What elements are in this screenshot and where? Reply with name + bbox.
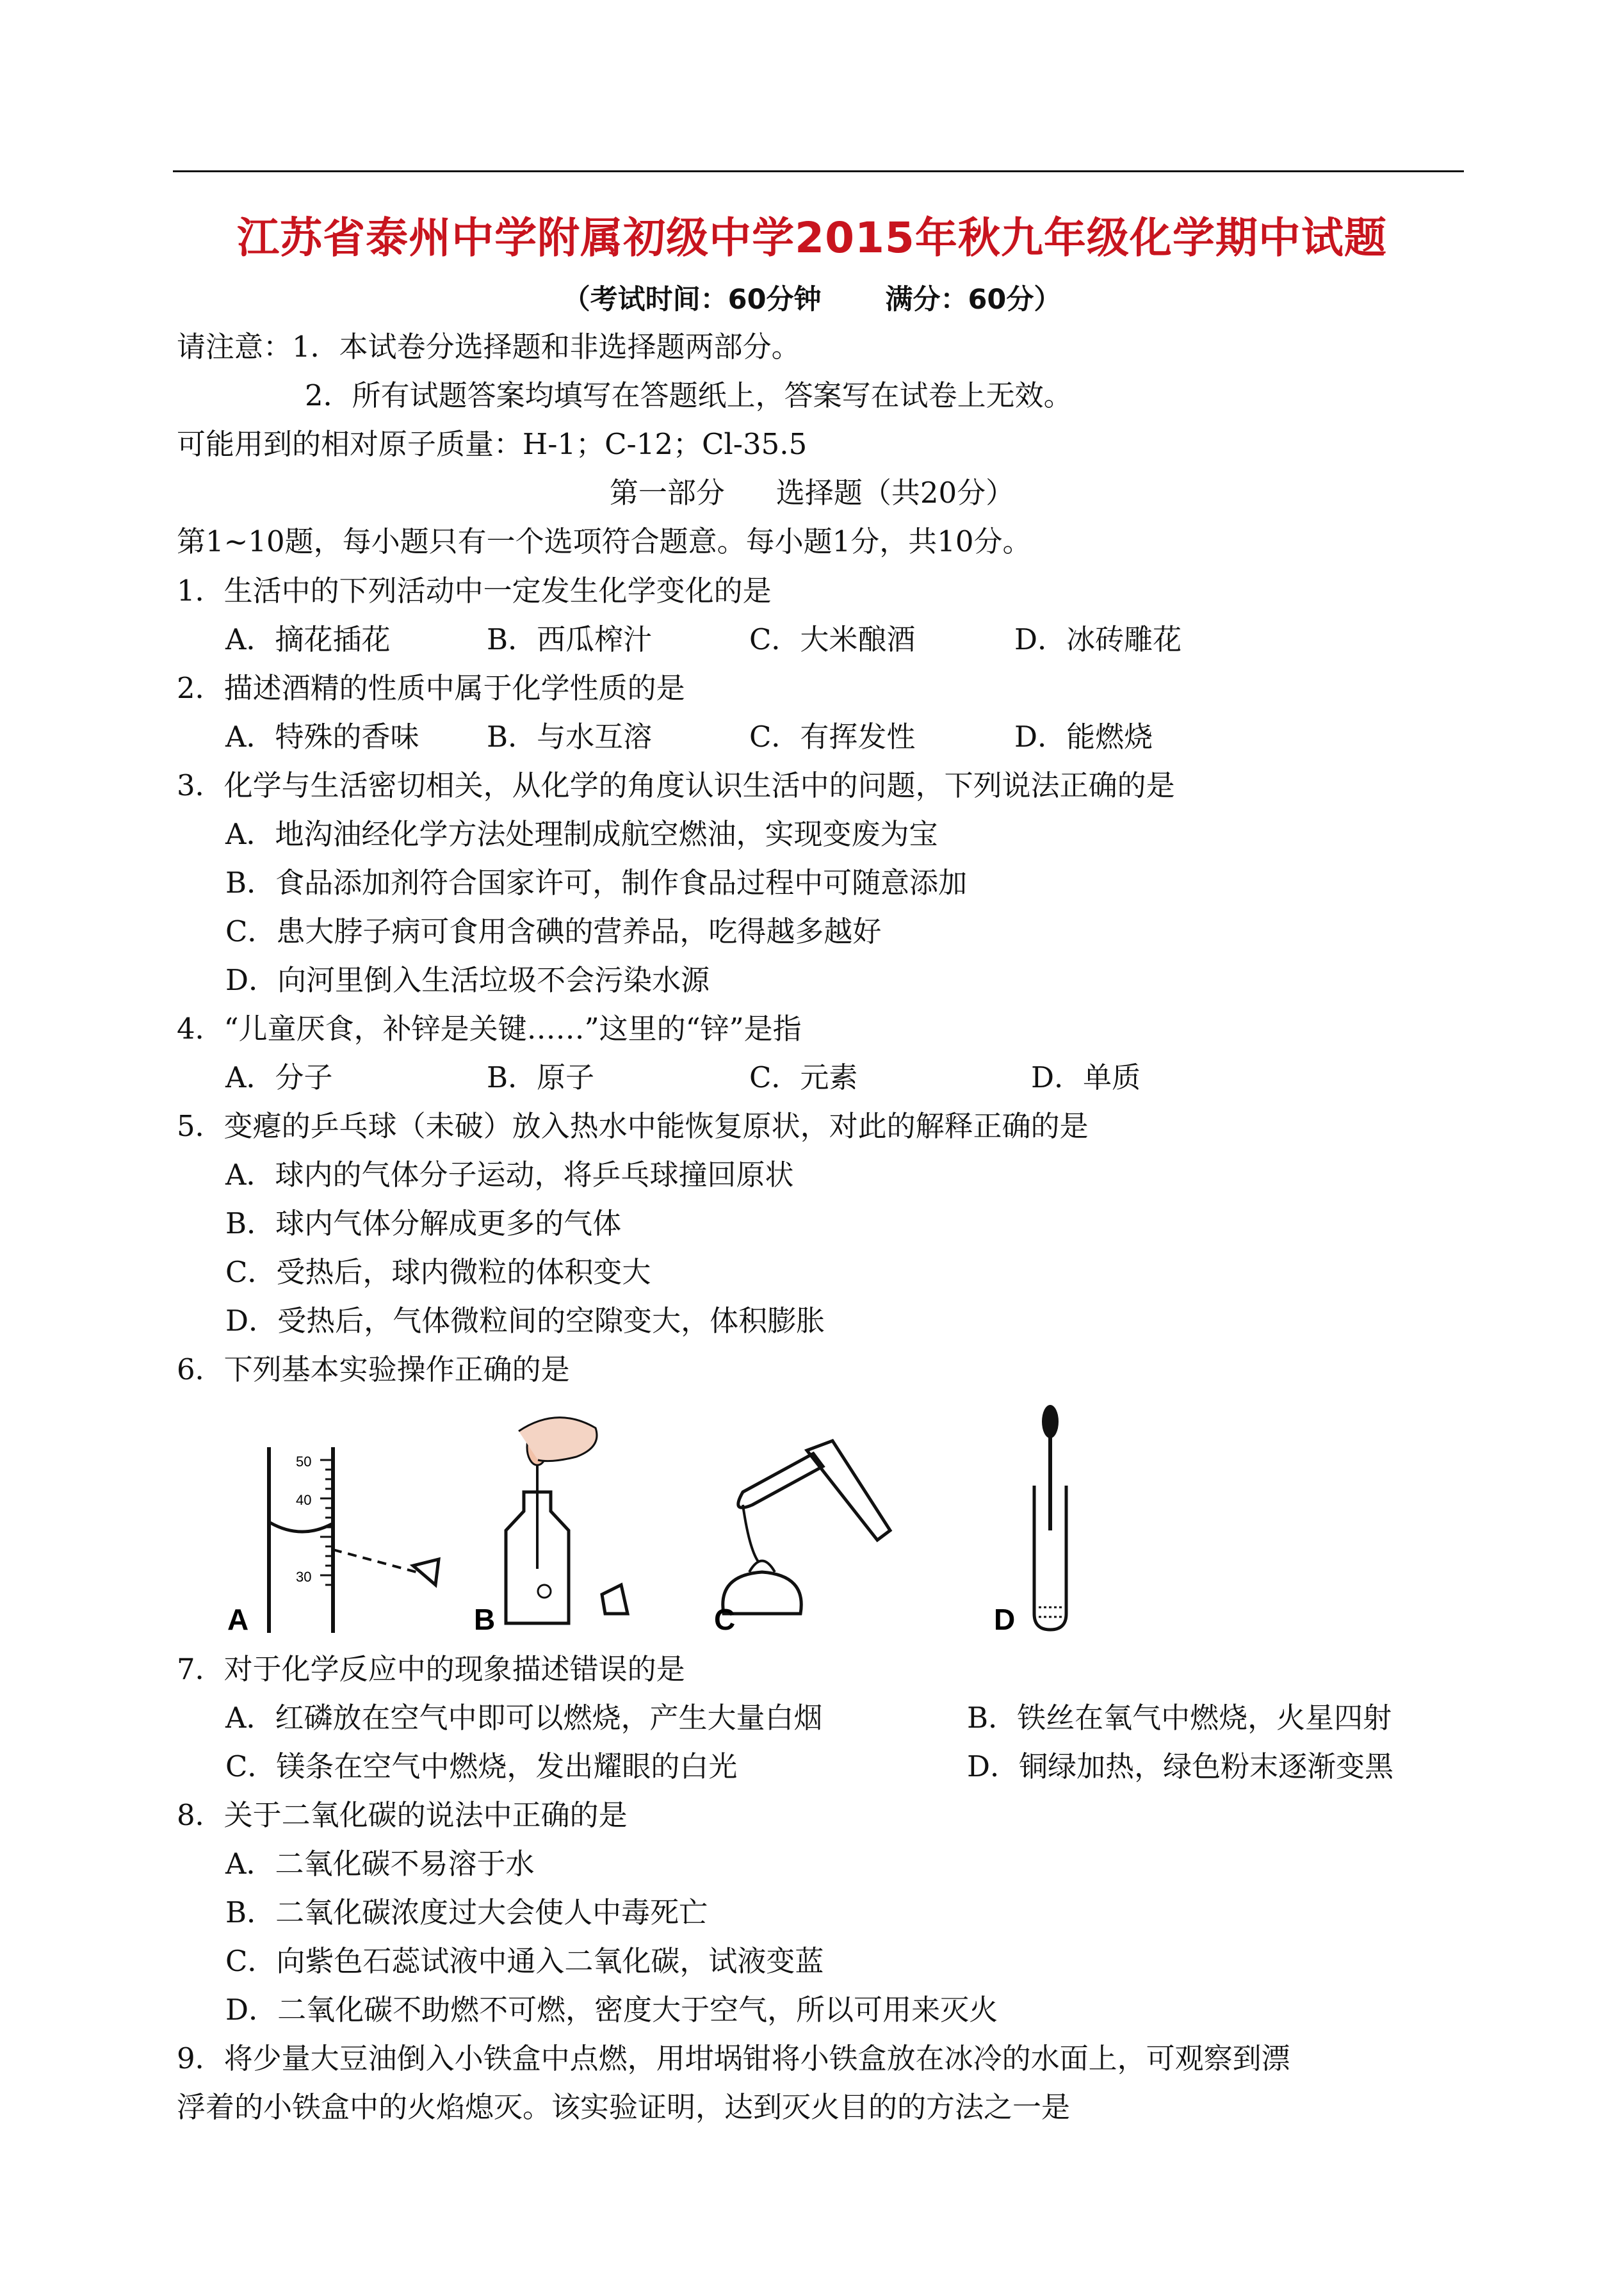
question-8-option-d: D．二氧化碳不助燃不可燃，密度大于空气，所以可用来灭火 <box>225 1993 998 2027</box>
question-1-stem: 1．生活中的下列活动中一定发生化学变化的是 <box>177 574 772 608</box>
question-2-option-b: B．与水互溶 <box>487 720 653 754</box>
question-1-option-a: A．摘花插花 <box>225 622 391 656</box>
exam-title: 江苏省泰州中学附属初级中学2015年秋九年级化学期中试题 <box>237 213 1387 263</box>
question-3-option-c: C．患大脖子病可食用含碘的营养品，吃得越多越好 <box>225 914 882 948</box>
question-4-option-c: C．元素 <box>749 1060 858 1094</box>
question-7-option-b: B．铁丝在氧气中燃烧，火星四射 <box>967 1701 1392 1735</box>
figure-label-a: A <box>227 1603 249 1636</box>
question-3-option-d: D．向河里倒入生活垃圾不会污染水源 <box>225 963 710 997</box>
question-3-option-b: B．食品添加剂符合国家许可，制作食品过程中可随意添加 <box>225 866 968 900</box>
figure-d-dropper-test-tube <box>994 1405 1066 1636</box>
question-2-option-d: D．能燃烧 <box>1014 720 1153 754</box>
question-5-stem: 5．变瘪的乒乓球（未破）放入热水中能恢复原状，对此的解释正确的是 <box>177 1109 1089 1143</box>
tick-label-50: 50 <box>296 1454 312 1470</box>
note-item-2: 2．所有试题答案均填写在答题纸上，答案写在试卷上无效。 <box>305 378 1073 412</box>
question-9-stem-line-2: 浮着的小铁盒中的火焰熄灭。该实验证明，达到灭火目的的方法之一是 <box>177 2090 1071 2124</box>
exam-time: （考试时间：60分钟 <box>562 284 822 316</box>
atomic-mass-note: 可能用到的相对原子质量：H-1；C-12；Cl-35.5 <box>177 427 808 461</box>
question-4-option-a: A．分子 <box>225 1060 333 1094</box>
question-7-stem: 7．对于化学反应中的现象描述错误的是 <box>177 1652 685 1686</box>
tick-label-40: 40 <box>296 1492 312 1508</box>
question-8-option-b: B．二氧化碳浓度过大会使人中毒死亡 <box>225 1895 708 1929</box>
question-2-stem: 2．描述酒精的性质中属于化学性质的是 <box>177 671 685 705</box>
figure-label-d: D <box>994 1603 1016 1636</box>
section-part: 第一部分 <box>609 476 725 510</box>
eye-icon <box>413 1559 439 1585</box>
question-7-option-a: A．红磷放在空气中即可以燃烧，产生大量白烟 <box>225 1701 823 1735</box>
section-heading <box>0 474 1624 512</box>
figure-c-heating-test-tube <box>714 1441 890 1636</box>
question-1-option-c: C．大米酿酒 <box>749 622 916 656</box>
question-5-option-c: C．受热后，球内微粒的体积变大 <box>225 1255 651 1289</box>
figure-b-bottle-dropper <box>474 1418 628 1636</box>
question-3-stem: 3．化学与生活密切相关，从化学的角度认识生活中的问题，下列说法正确的是 <box>177 768 1175 802</box>
tick-label-30: 30 <box>296 1569 312 1585</box>
figure-a-cylinder-reading <box>227 1447 439 1636</box>
question-4-option-b: B．原子 <box>487 1060 595 1094</box>
question-2-option-a: A．特殊的香味 <box>225 720 419 754</box>
lab-operations-figure <box>218 1402 1114 1639</box>
question-5-option-b: B．球内气体分解成更多的气体 <box>225 1206 622 1240</box>
question-1-option-b: B．西瓜榨汁 <box>487 622 653 656</box>
header-rule <box>173 170 1464 172</box>
question-4-option-d: D．单质 <box>1031 1060 1141 1094</box>
question-8-option-c: C．向紫色石蕊试液中通入二氧化碳，试液变蓝 <box>225 1944 824 1978</box>
section-instruction: 第1~10题，每小题只有一个选项符合题意。每小题1分，共10分。 <box>177 524 1032 558</box>
question-6-stem: 6．下列基本实验操作正确的是 <box>177 1352 570 1386</box>
question-1-option-d: D．冰砖雕花 <box>1014 622 1182 656</box>
question-7-option-c: C．镁条在空气中燃烧，发出耀眼的白光 <box>225 1749 738 1783</box>
question-3-option-a: A．地沟油经化学方法处理制成航空燃油，实现变废为宝 <box>225 817 938 851</box>
figure-label-b: B <box>474 1603 496 1636</box>
exam-score: 满分：60分） <box>885 284 1062 316</box>
section-name: 选择题（共20分） <box>775 476 1015 510</box>
question-8-option-a: A．二氧化碳不易溶于水 <box>225 1847 535 1881</box>
question-5-option-a: A．球内的气体分子运动，将乒乓球撞回原状 <box>225 1158 794 1192</box>
eye-icon <box>602 1585 628 1614</box>
question-9-stem-line-1: 9．将少量大豆油倒入小铁盒中点燃，用坩埚钳将小铁盒放在冰冷的水面上，可观察到漂 <box>177 2041 1290 2075</box>
question-5-option-d: D．受热后，气体微粒间的空隙变大，体积膨胀 <box>225 1304 825 1338</box>
exam-info <box>0 278 1624 317</box>
note-head: 请注意：1．本试卷分选择题和非选择题两部分。 <box>177 330 800 364</box>
question-4-stem: 4．“儿童厌食，补锌是关键……”这里的“锌”是指 <box>177 1012 802 1046</box>
figure-label-c: C <box>714 1603 736 1636</box>
question-7-option-d: D．铜绿加热，绿色粉末逐渐变黑 <box>967 1749 1394 1783</box>
question-8-stem: 8．关于二氧化碳的说法中正确的是 <box>177 1798 628 1832</box>
question-2-option-c: C．有挥发性 <box>749 720 916 754</box>
